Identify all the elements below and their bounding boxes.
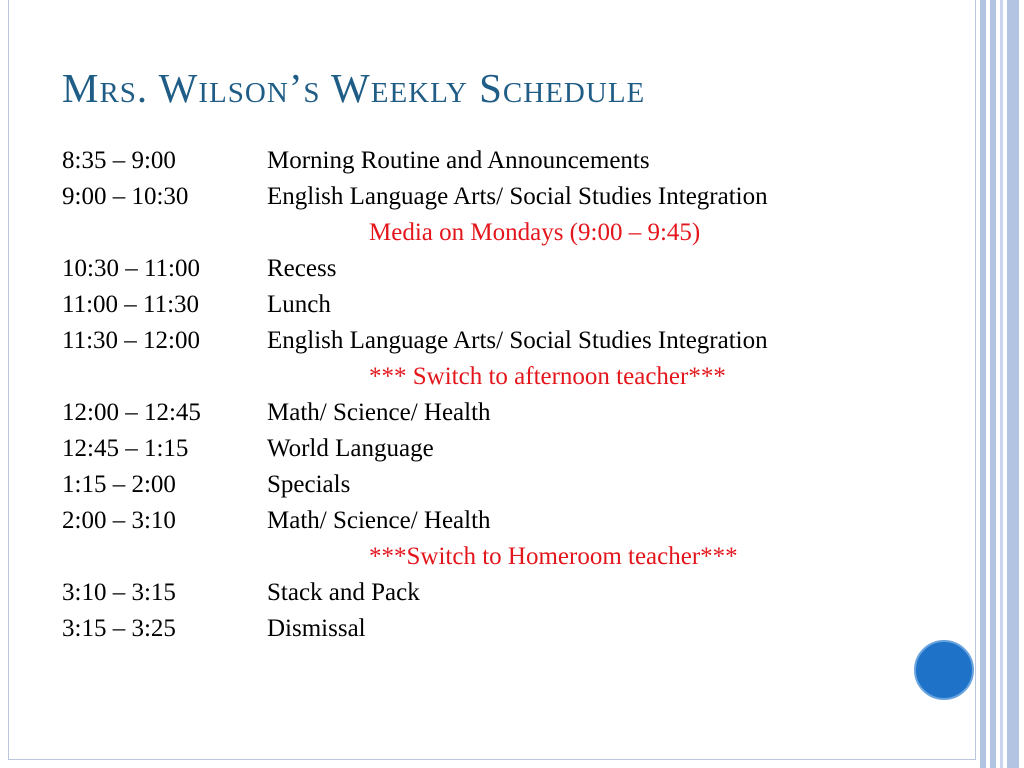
schedule-activity: Morning Routine and Announcements [267,147,650,174]
schedule-time: 11:30 – 12:00 [62,327,200,354]
schedule-row [62,147,922,174]
schedule-activity: Lunch [267,291,331,318]
schedule-row [62,435,922,462]
schedule-activity: English Language Arts/ Social Studies Integration [267,327,768,354]
schedule-note: Media on Mondays (9:00 – 9:45) [369,219,701,246]
schedule-time: 10:30 – 11:00 [62,255,200,282]
schedule-row [62,579,922,606]
schedule-activity: English Language Arts/ Social Studies Integration [267,183,768,210]
schedule-row [62,291,922,318]
decorative-circle [914,640,974,700]
schedule-time: 1:15 – 2:00 [62,471,176,498]
schedule-row [62,399,922,426]
schedule-row [62,471,922,498]
schedule-note: *** Switch to afternoon teacher*** [369,363,726,390]
schedule-time: 3:10 – 3:15 [62,579,176,606]
schedule-activity: Dismissal [267,615,366,642]
schedule-row [62,255,922,282]
schedule-time: 3:15 – 3:25 [62,615,176,642]
schedule-note: ***Switch to Homeroom teacher*** [369,543,738,570]
decorative-side-stripes [976,0,1024,768]
schedule-time: 8:35 – 9:00 [62,147,176,174]
schedule-activity: Recess [267,255,337,282]
schedule-row [62,615,922,642]
schedule-activity: World Language [267,435,434,462]
schedule-time: 11:00 – 11:30 [62,291,200,318]
schedule-row [62,507,922,534]
schedule-row [62,183,922,210]
schedule-time: 12:45 – 1:15 [62,435,189,462]
slide-title: Mrs. Wilson’s Weekly Schedule [62,65,646,111]
schedule-time: 9:00 – 10:30 [62,183,189,210]
schedule-row [62,327,922,354]
schedule-activity: Math/ Science/ Health [267,399,491,426]
schedule-activity: Math/ Science/ Health [267,507,491,534]
schedule-activity: Stack and Pack [267,579,420,606]
schedule-activity: Specials [267,471,351,498]
schedule-time: 12:00 – 12:45 [62,399,201,426]
schedule-time: 2:00 – 3:10 [62,507,176,534]
schedule-list [62,147,922,651]
